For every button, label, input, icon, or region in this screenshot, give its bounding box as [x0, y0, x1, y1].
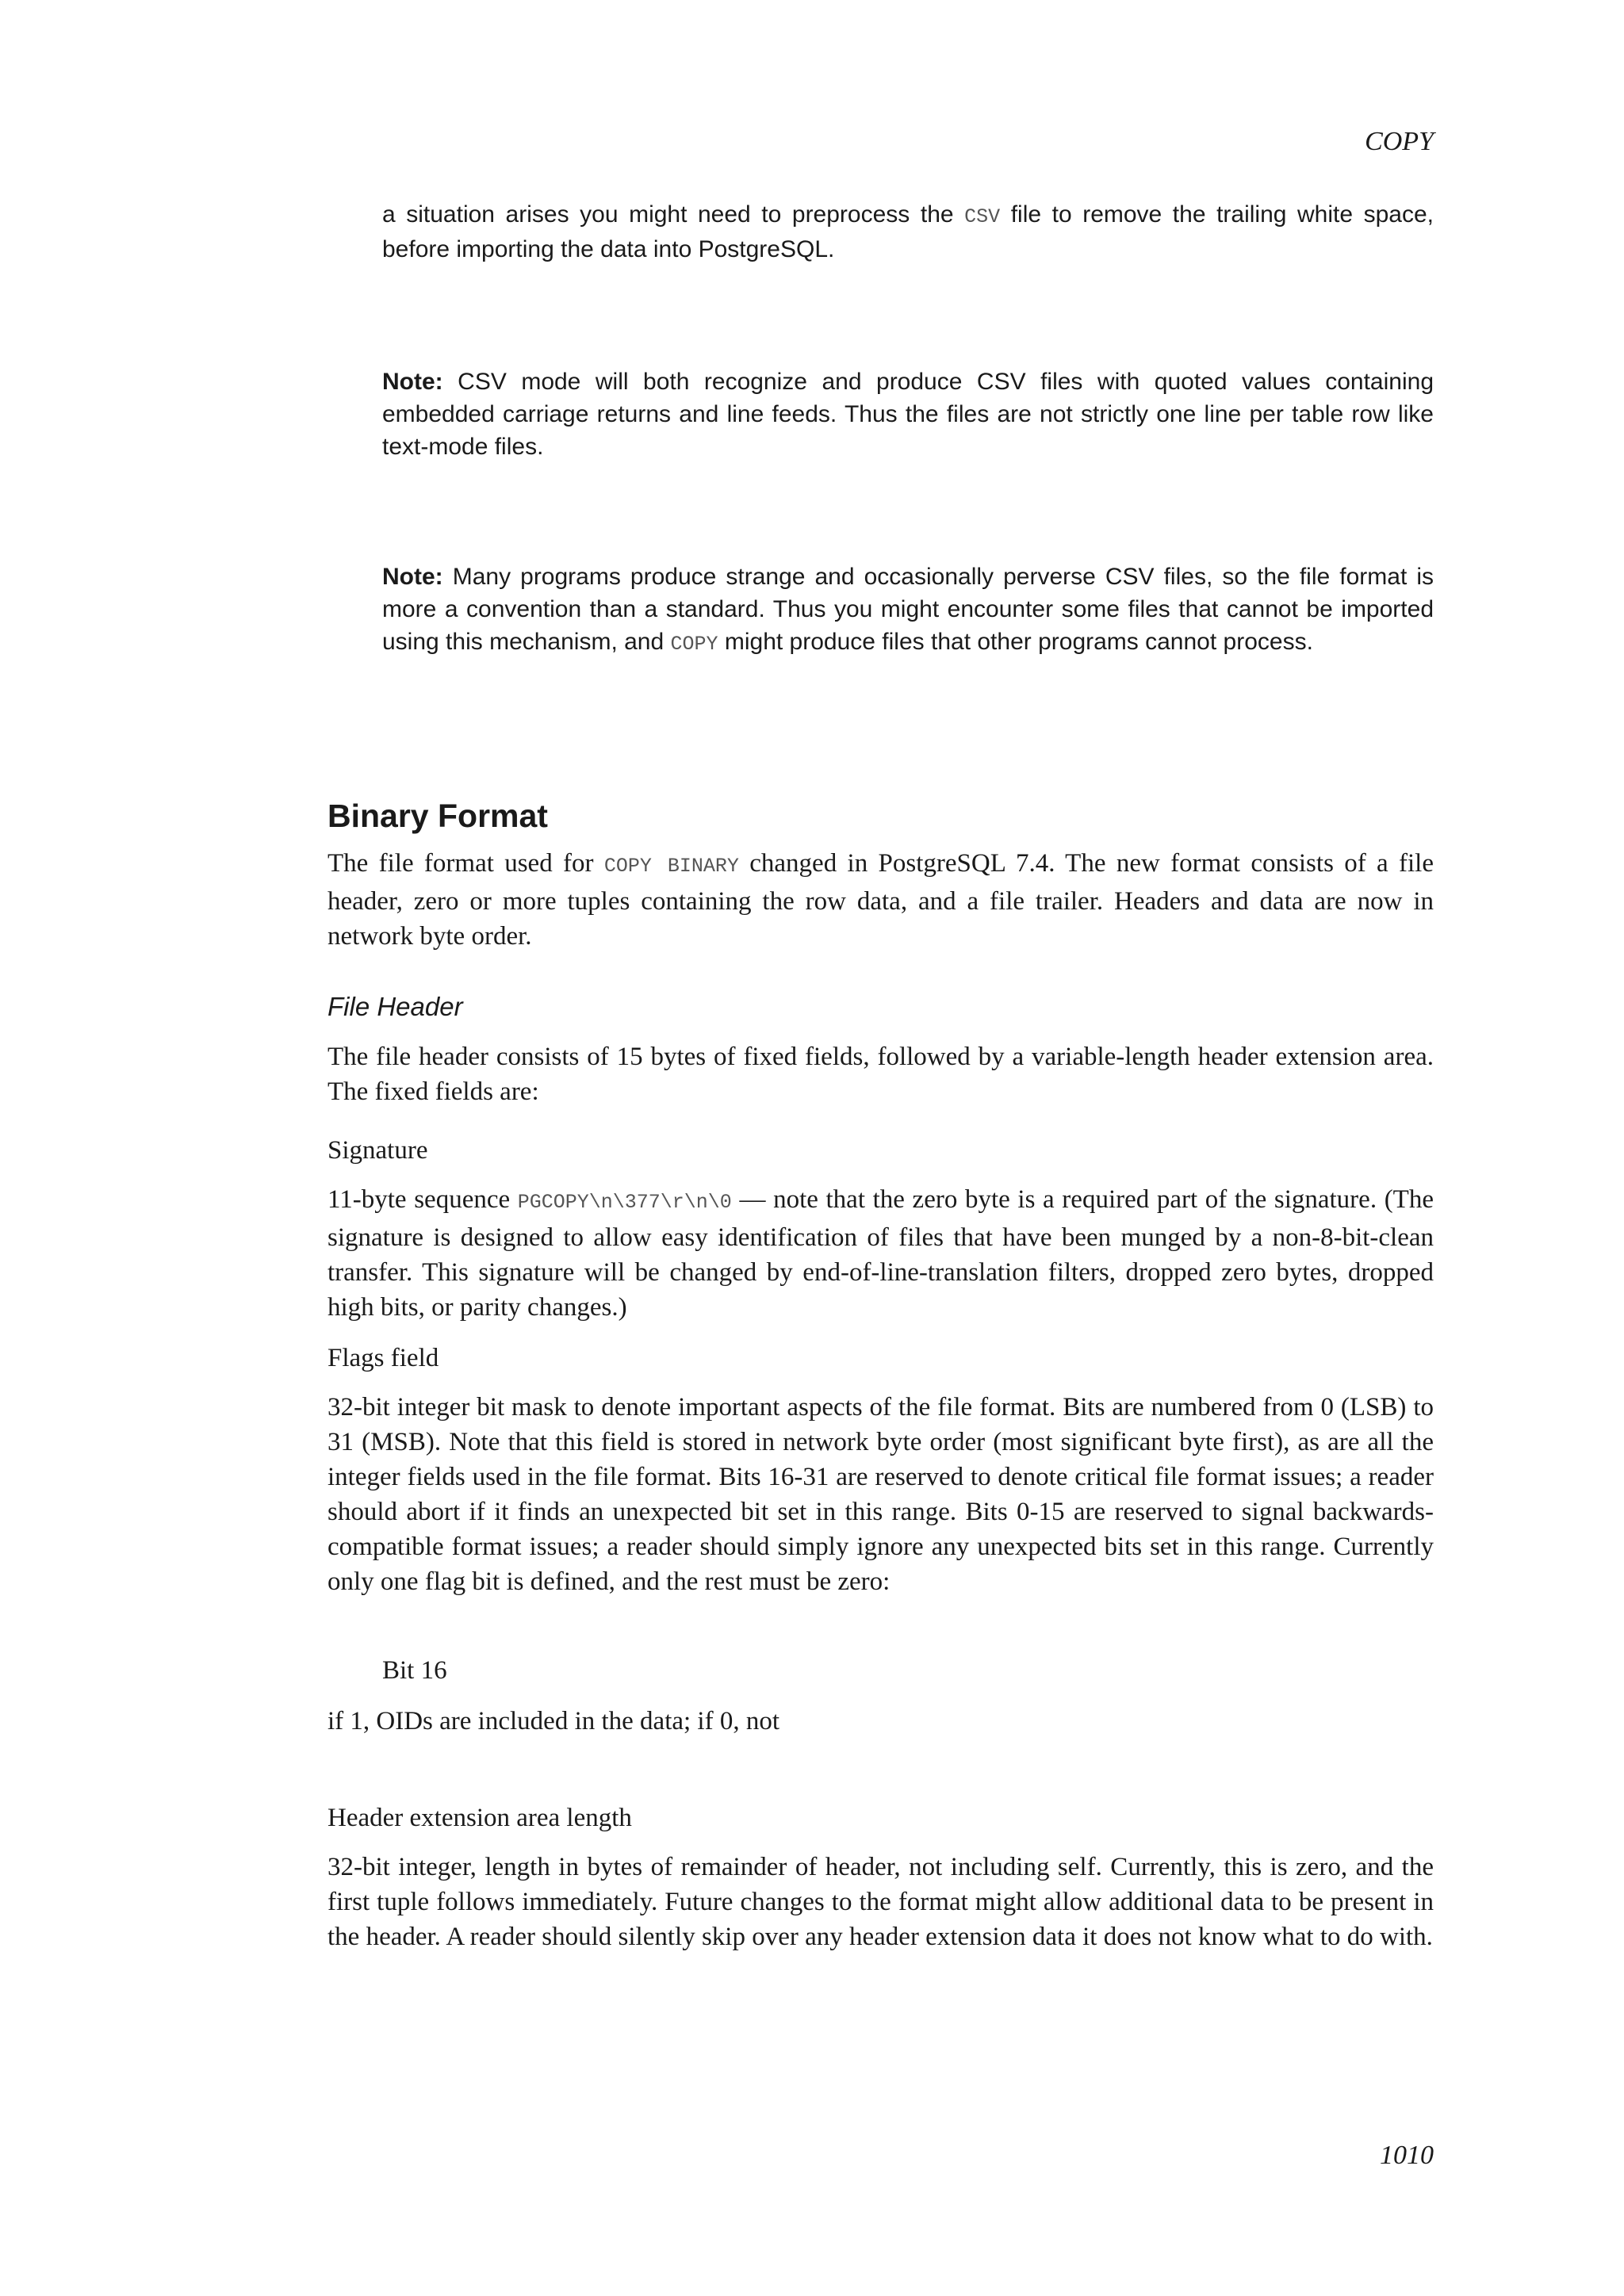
- term-flags-field: Flags field: [327, 1344, 439, 1372]
- signature-text-post: — note that the zero byte is a required part of the signature. (The signature is designed to allow easy identification of files that have been munged by a non-8-bit-clean transfer. This signature will be changed by end-of-line-translation filters, dropped zero bytes, dropped high bits, or parity changes.): [327, 1185, 1434, 1322]
- binary-format-text-pre: The file format used for: [327, 849, 604, 878]
- binary-format-text-post: changed in PostgreSQL 7.4. The new format consists of a file header, zero or more tuples containing the row data, and a file trailer. Headers and data are now in network byte order.: [327, 849, 1434, 951]
- definition-bit-16: if 1, OIDs are included in the data; if 0, not: [327, 1707, 780, 1735]
- file-header-paragraph: The file header consists of 15 bytes of fixed fields, followed by a variable-length header extension area. The fixed fields are:: [327, 1043, 1434, 1106]
- intro-text-post: file to remove the trailing white space, before importing the data into PostgreSQL.: [382, 201, 1434, 262]
- note-csv-linefeeds: [382, 365, 1434, 463]
- definition-signature: [327, 1182, 1434, 1325]
- intro-paragraph: [382, 198, 1434, 266]
- running-header: COPY: [1365, 127, 1434, 156]
- note-label: Note:: [382, 369, 443, 395]
- note-text: CSV mode will both recognize and produce CSV files with quoted values containing embedded carriage returns and line feeds. Thus the files are not strictly one line per table row like text-mode files.: [382, 369, 1434, 460]
- inline-code-csv: CSV: [964, 205, 1001, 228]
- note-label: Note:: [382, 564, 443, 590]
- note-text-pre: Many programs produce strange and occasionally perverse CSV files, so the file format is more a convention than a standard. Thus you might encounter some files that cannot be imported using this mechanism, and: [382, 564, 1434, 655]
- page-number: 1010: [1380, 2141, 1434, 2170]
- binary-format-paragraph: [327, 846, 1434, 954]
- definition-header-extension: 32-bit integer, length in bytes of remainder of header, not including self. Currently, this is zero, and the first tuple follows immediately. Future changes to the format might allow additional data to be present in the header. A reader should silently skip over any header extension data it does not know what to do with.: [327, 1853, 1434, 1951]
- term-signature: Signature: [327, 1136, 428, 1165]
- term-header-extension: Header extension area length: [327, 1804, 632, 1832]
- subsection-heading-file-header: File Header: [327, 992, 463, 1021]
- signature-text-pre: 11-byte sequence: [327, 1185, 518, 1214]
- inline-code-copy-binary: COPY BINARY: [603, 855, 739, 878]
- page-content: [327, 190, 1434, 1954]
- definition-flags-field: 32-bit integer bit mask to denote important aspects of the file format. Bits are numbered from 0 (LSB) to 31 (MSB). Note that this field is stored in network byte order (most significant byte first), as are all the integer fields used in the file format. Bits 16-31 are reserved to denote critical file format issues; a reader should abort if it finds an unexpected bit set in this range. Bits 0-15 are reserved to signal backwards-compatible format issues; a reader should simply ignore any unexpected bits set in this range. Currently only one flag bit is defined, and the rest must be zero:: [327, 1393, 1434, 1596]
- intro-text-pre: a situation arises you might need to preprocess the: [382, 201, 965, 228]
- inline-code-copy: COPY: [670, 633, 718, 656]
- term-bit-16: Bit 16: [382, 1656, 447, 1685]
- inline-code-signature: PGCOPY\n\377\r\n\0: [517, 1191, 732, 1214]
- note-text-post: might produce files that other programs cannot process.: [718, 629, 1313, 655]
- section-heading-binary-format: Binary Format: [327, 798, 548, 834]
- note-csv-convention: [382, 561, 1434, 660]
